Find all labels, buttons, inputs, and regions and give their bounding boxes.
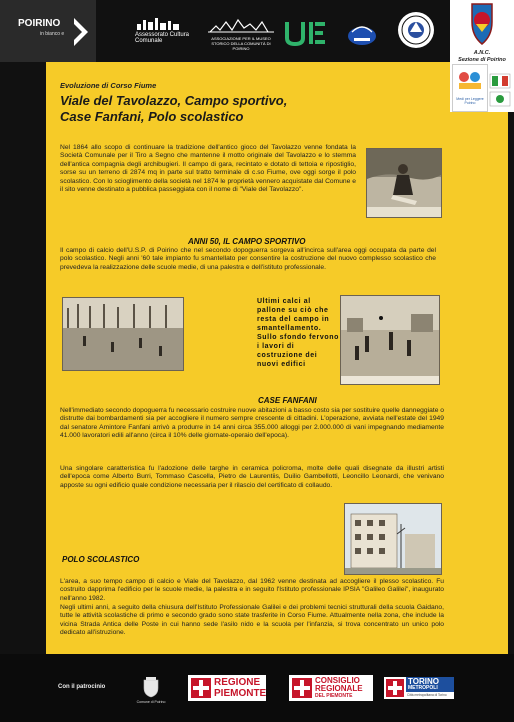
section-fanfani-text-b: Una singolare caratteristica fu l'adozione delle targhe in ceramica policroma, molte delle quali disegnate da illustri artisti dell'epoca come Alberto Burri, Tommaso Cascella, Pietro de Laurentiis, Duilio Gambellotti, Leoncillo Leonardi, che venivano apposte su ogni edificio quale condizione necessaria per il rilascio del certificato di collaudo.	[60, 465, 444, 489]
section-fanfani-title: CASE FANFANI	[258, 396, 317, 405]
consiglio-regionale-logo	[289, 675, 373, 701]
badge-label: Medi per Leggere Poirino	[456, 97, 484, 105]
header-bar	[0, 0, 514, 62]
comune-poirino-logo	[136, 676, 166, 704]
section-campo-text: Il campo di calcio dell'U.S.P. di Poirino che nel secondo dopoguerra sorgeva all'incirca sull'area oggi occupata da parte del polo scolastico. Negli anni '60 tale impianto fu smantellato per consentire la costruzione del nuovo complesso scolastico che prevedeva la realizzazione delle scuole medie, di una palestra e dell'istituto professionale.	[60, 247, 436, 271]
photo-football-match	[62, 297, 184, 371]
regione-line2: PIEMONTE	[214, 688, 267, 699]
medi-per-leggere-badge	[452, 64, 488, 112]
brand-name: POIRINO	[18, 18, 61, 29]
football-match-photo	[63, 298, 183, 370]
bird-emblem-icon	[346, 20, 378, 48]
museo-storico-logo	[206, 16, 276, 51]
torino-line1: TORINO	[408, 677, 439, 686]
section-polo-title: POLO SCOLASTICO	[62, 555, 140, 564]
ue-logo	[285, 20, 329, 46]
circular-seal-logo	[396, 10, 436, 50]
comune-label: Comune di Poirino	[136, 700, 166, 704]
photo-woman-lawn	[366, 148, 442, 218]
assessorato-logo	[135, 16, 191, 46]
assessorato-logo-text: Assessorato Cultura Comunale	[135, 32, 190, 44]
flag-emblem-icon	[488, 70, 512, 110]
consiglio-cross-icon	[292, 678, 312, 698]
ue-mark-icon	[285, 20, 329, 46]
woman-portrait-photo	[367, 149, 441, 217]
section-fanfani-text: Nell'immediato secondo dopoguerra fu necessario costruire nuove abitazioni a basso costo sia per sostituire quelle danneggiate o distrutte dai bombardamenti sia per accogliere il numero sempre crescente di cittadini. L'operazione, avviata nell'estate del 1949 dal senatore Amintore Fanfani arrivò a produrre in 14 anni circa 355.000 alloggi per 2.000.000 di vani impegnando mediamente 41.000 lavoratori edili all'anno (circa il 10% delle giornate-operaio dell'epoca).	[60, 407, 444, 440]
small-emblem	[488, 70, 512, 110]
regione-line1: REGIONE	[214, 677, 261, 688]
section-polo-text: L'area, a suo tempo campo di calcio e Viale del Tavolazzo, dal 1962 venne destinata ad accogliere il plesso scolastico. Fu costruito dapprima l'edificio per le scuole medie, la palestra e in seguito l'Istituto professionale IPSIA "Galileo Galilei", inaugurato nell'anno 1982.	[60, 578, 444, 602]
article-pretitle: Evoluzione di Corso Fiume	[60, 81, 157, 90]
association-logo	[346, 20, 378, 48]
article-title	[60, 93, 400, 125]
photo-caption: Ultimi calci al pallone su ciò che resta del campo in smantellamento. Sullo sfondo fervono i lavori di costruzione dei nuovi edifici	[257, 298, 339, 368]
chevron-inner-shape	[72, 22, 82, 42]
seal-icon	[396, 10, 436, 50]
comune-crest-icon	[140, 676, 162, 698]
consiglio-line1: CONSIGLIO	[315, 676, 360, 685]
consiglio-line2: REGIONALE	[315, 684, 363, 693]
section-polo-text-b: Negli ultimi anni, a seguito della chiusura dell'Istituto Professionale Galilei e dei problemi tecnici strutturali della scuola Gaidano, tutte le attività scolastiche di primo e secondo grado sono state trasferite in Corso Fiume. Attualmente nella zona, che include la vicina Strada Antica delle Poste in cui hanno sede l'asilo nido e la scuola per l'infanzia, si trova concentrato un unico polo dedicato all'istruzione.	[60, 604, 444, 637]
town-outline-icon	[206, 16, 276, 34]
content-panel-right	[450, 112, 508, 654]
photo-dismantled-field	[340, 295, 440, 385]
regione-piemonte-logo	[188, 675, 266, 701]
title-line-2: Case Fanfani, Polo scolastico	[60, 109, 244, 124]
patrocinio-label: Con il patrocinio	[58, 684, 106, 690]
section-campo-title: ANNI 50, IL CAMPO SPORTIVO	[188, 237, 306, 246]
torino-cross-icon	[386, 679, 404, 697]
anc-line1: A.N.C.	[473, 50, 491, 56]
consiglio-line3: DEL PIEMONTE	[315, 693, 353, 699]
poirino-brand	[0, 0, 96, 62]
anc-label	[450, 50, 514, 64]
skyline-icon	[135, 16, 191, 30]
anc-line2: Sezione di Poirino	[458, 57, 506, 63]
piemonte-cross-icon	[191, 678, 211, 698]
title-line-1: Viale del Tavolazzo, Campo sportivo,	[60, 93, 288, 108]
photo-case-fanfani	[344, 503, 442, 575]
footer-bar	[0, 654, 514, 722]
brand-subtitle: in bianco e	[40, 31, 65, 37]
intro-paragraph: Nel 1864 allo scopo di continuare la tradizione dell'antico gioco del Tavolazzo venne fondata la Società Comunale per il Tiro a Segno che mantenne il motto originale del Tavolazzo e lo stemma dell'antica compagnia degli archibugieri. Il campo di gara, recintato e dotato di tettoia e ripostiglio, sorse su un terreno di 2874 mq in parte sul tratto terminale di c.so Fiume, ove oggi sorge il polo scolastico. Con lo scioglimento della società nel 1874 le proprietà vennero acquistate dal Comune e il sito venne destinato a pubblica passeggiata con il nome di "Viale del Tavolazzo".	[60, 144, 356, 194]
museo-logo-text: ASSOCIAZIONE PER IL MUSEO STORICO DELLA COMUNITÀ DI POIRINO	[211, 36, 271, 51]
dismantled-field-photo	[341, 296, 439, 384]
housing-block-photo	[345, 504, 441, 574]
torino-line2: METROPOLI	[408, 685, 438, 691]
torino-line3: Città metropolitana di Torino	[407, 693, 447, 697]
anc-shield-icon	[450, 0, 514, 48]
torino-metropoli-logo	[384, 677, 454, 699]
children-reading-icon	[453, 65, 487, 95]
